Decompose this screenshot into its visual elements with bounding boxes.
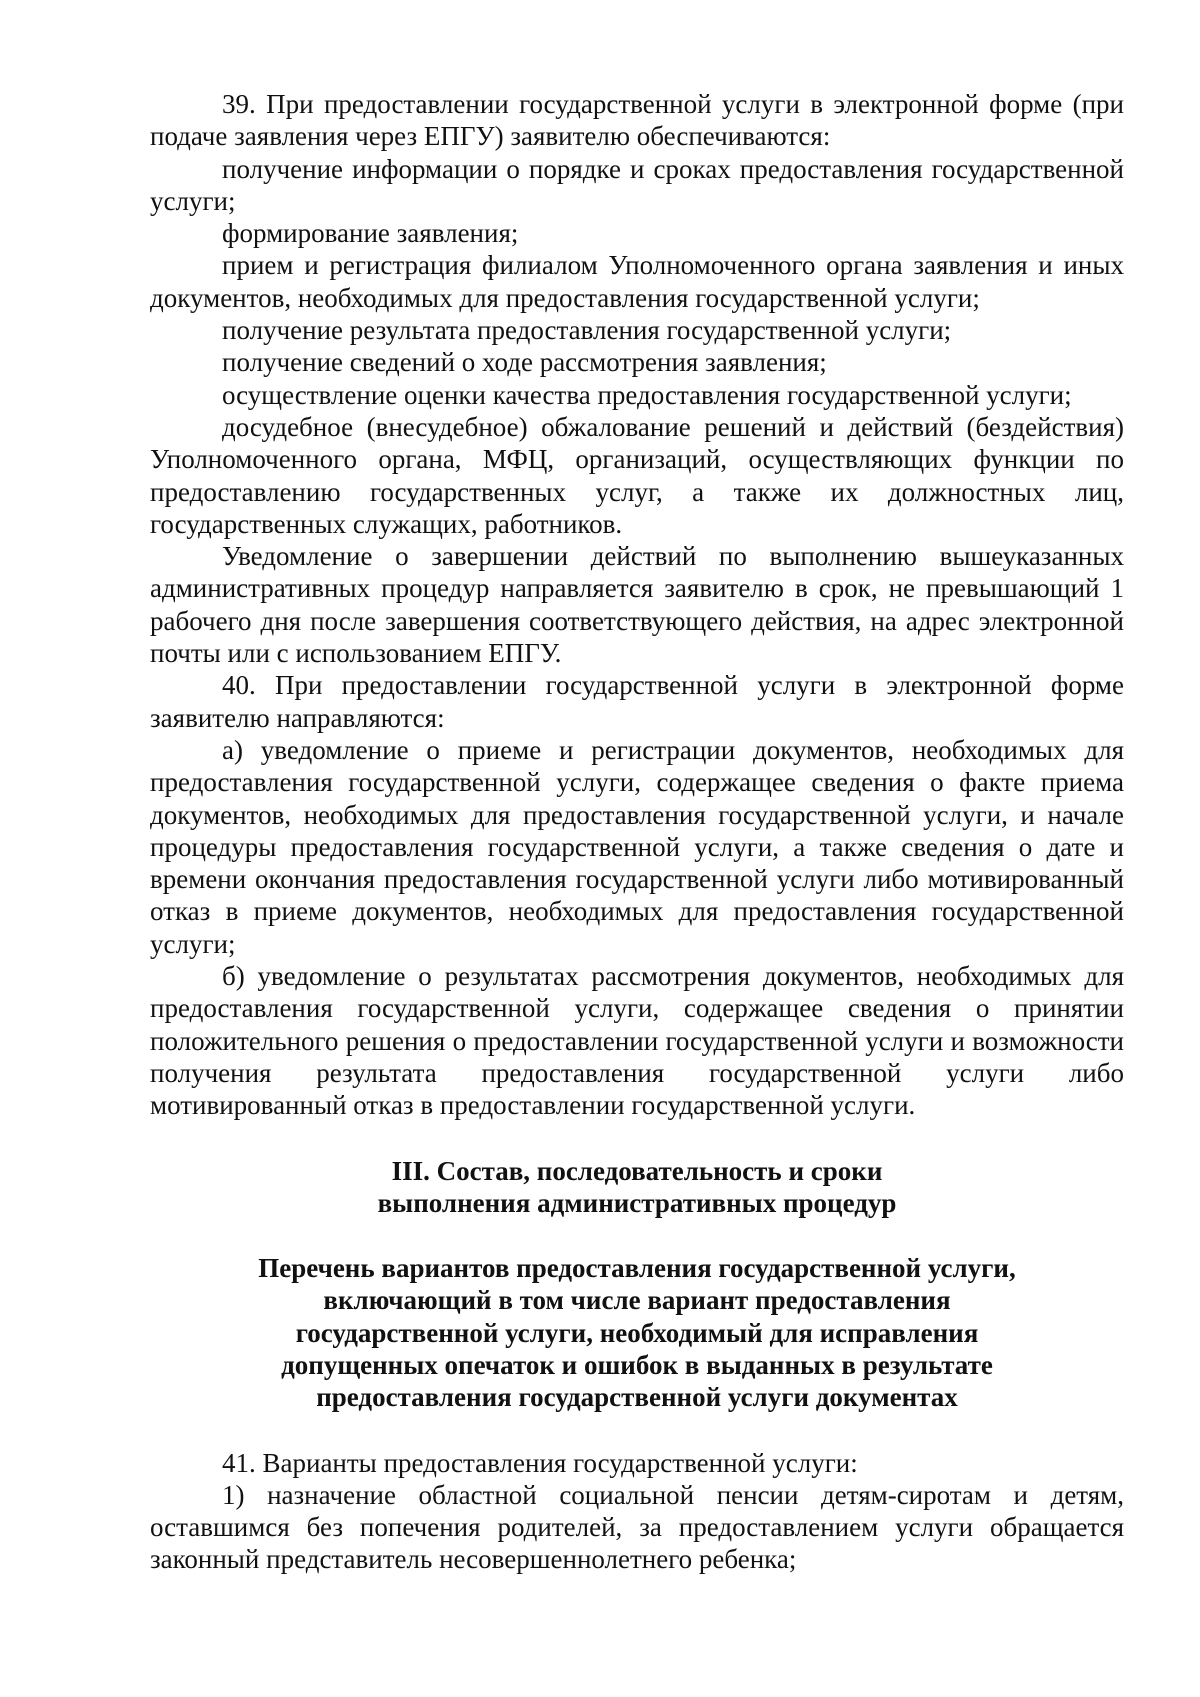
list-item-registration: прием и регистрация филиалом Уполномоченного органа заявления и иных документов, необходимых для предоставления государственной услуги;: [150, 250, 1124, 313]
paragraph-41-intro: 41. Варианты предоставления государственной услуги:: [222, 1447, 858, 1478]
section-heading-line-2: выполнения административных процедур: [377, 1187, 897, 1218]
subheading-line-4: допущенных опечаток и ошибок в выданных в результате: [281, 1349, 993, 1380]
paragraph-39-intro: 39. При предоставлении государственной услуги в электронной форме (при подаче заявления через ЕПГУ) заявителю обеспечиваются:: [150, 89, 1124, 152]
list-item-status: получение сведений о ходе рассмотрения заявления;: [222, 347, 827, 378]
paragraph-40-intro: 40. При предоставлении государственной услуги в электронной форме заявителю направляются:: [150, 670, 1124, 733]
list-item-info: получение информации о порядке и сроках предоставления государственной услуги;: [150, 153, 1124, 216]
subheading-line-1: Перечень вариантов предоставления государственной услуги,: [258, 1253, 1016, 1284]
subheading-line-2: включающий в том числе вариант предоставления: [323, 1285, 951, 1316]
list-item-quality: осуществление оценки качества предоставления государственной услуги;: [222, 379, 1072, 410]
list-item-form: формирование заявления;: [222, 218, 519, 249]
subheading: [150, 1252, 1124, 1413]
subheading-line-5: предоставления государственной услуги документах: [316, 1382, 958, 1413]
section-heading: [150, 1155, 1124, 1220]
paragraph-40-b: б) уведомление о результатах рассмотрения документов, необходимых для предоставления государственной услуги, содержащее сведения о принятии положительного решения о предоставлении государственной услуги и возможности получения результата предоставления государственной услуги либо мотивированный отказ в предоставлении государственной услуги.: [150, 961, 1124, 1121]
section-heading-line-1: III. Состав, последовательность и сроки: [391, 1155, 883, 1186]
paragraph-41-1: 1) назначение областной социальной пенсии детям-сиротам и детям, оставшимся без попечения родителей, за предоставлением услуги обращается законный представитель несовершеннолетнего ребенка;: [150, 1479, 1124, 1575]
list-item-appeal: досудебное (внесудебное) обжалование решений и действий (бездействия) Уполномоченного органа, МФЦ, организаций, осуществляющих функции по предоставлению государственных услуг, а также их должностных лиц, государственных служащих, работников.: [150, 411, 1124, 539]
paragraph-notification: Уведомление о завершении действий по выполнению вышеуказанных административных процедур направляется заявителю в срок, не превышающий 1 рабочего дня после завершения соответствующего действия, на адрес электронной почты или с использованием ЕПГУ.: [150, 541, 1124, 669]
list-item-result: получение результата предоставления государственной услуги;: [222, 315, 952, 346]
paragraph-40-a: а) уведомление о приеме и регистрации документов, необходимых для предоставления государственной услуги, содержащее сведения о факте приема документов, необходимых для предоставления государственной услуги, и начале процедуры предоставления государственной услуги, а также сведения о дате и времени окончания предоставления государственной услуги либо мотивированный отказ в приеме документов, необходимых для предоставления государственной услуги;: [150, 734, 1124, 959]
document-body: [150, 88, 1124, 1576]
subheading-line-3: государственной услуги, необходимый для исправления: [295, 1317, 979, 1348]
